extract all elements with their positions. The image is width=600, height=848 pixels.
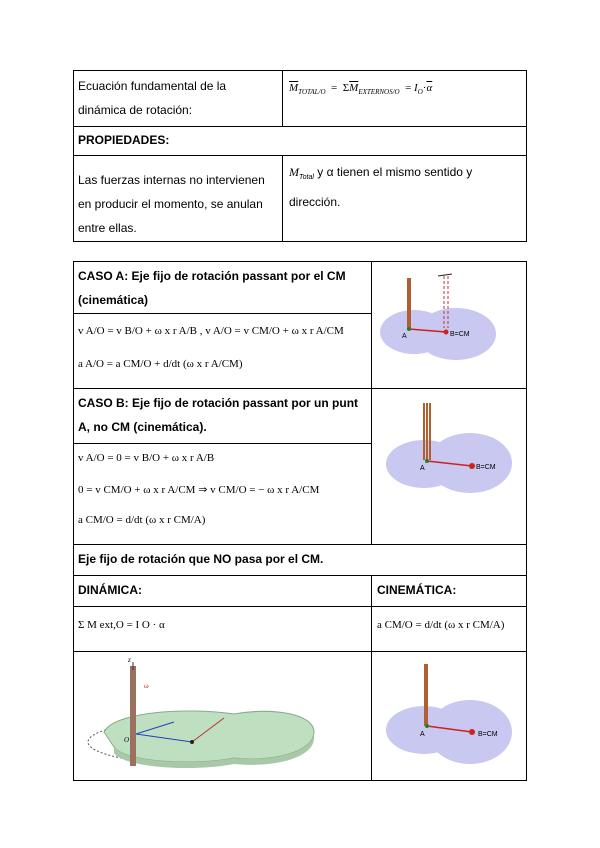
caso-a-diagram bbox=[372, 262, 526, 388]
point-b-cm-label: B=CM bbox=[478, 731, 498, 738]
dinamica-heading: DINÁMICA: bbox=[78, 583, 142, 597]
axis-z-label: z bbox=[128, 656, 131, 664]
caso-b-title: CASO B: Eje fijo de rotación passant por un punt A, no CM (cinemática). bbox=[78, 396, 359, 434]
table-2-divider bbox=[73, 544, 527, 545]
dinamica-equation: Σ M ext,O = I O · α bbox=[78, 619, 165, 631]
caso-b-acceleration-equation: a CM/O = d/dt (ω x r CM/A) bbox=[78, 514, 206, 526]
properties-internal-forces: Las fuerzas internas no intervienen en producir el momento, se anulan entre ellas. bbox=[78, 173, 265, 235]
rotating-body-diagram bbox=[74, 652, 370, 780]
cinematica-equation: a CM/O = d/dt (ω x r CM/A) bbox=[377, 619, 505, 631]
table-2-divider bbox=[73, 606, 527, 607]
fundamental-equation-label: Ecuación fundamental de la dinámica de rotación: bbox=[78, 79, 227, 117]
point-b-cm-label: B=CM bbox=[450, 331, 470, 338]
properties-heading: PROPIEDADES: bbox=[78, 133, 170, 147]
table-1-column-divider bbox=[282, 70, 283, 126]
point-b-cm-label: B=CM bbox=[476, 464, 496, 471]
fundamental-equation-formula: $\overline{M}_{TOTAL/O} = \Sigma\overline{M}_{EXTERNOS/O} = I_O\cdot\overline{\alpha}$ bbox=[289, 82, 433, 96]
no-cm-heading: Eje fijo de rotación que NO pasa por el CM. bbox=[78, 552, 324, 566]
point-a-label: A bbox=[402, 333, 407, 340]
table-2-divider bbox=[73, 575, 527, 576]
table-2-divider bbox=[73, 313, 371, 314]
table-1-divider bbox=[73, 126, 527, 127]
cinematica-diagram bbox=[372, 652, 526, 780]
table-2-divider bbox=[73, 443, 371, 444]
point-o-label: O bbox=[124, 736, 130, 744]
cinematica-heading: CINEMÁTICA: bbox=[377, 583, 457, 597]
properties-direction: $M_{Total}$ y α tienen el mismo sentido y dirección. bbox=[289, 165, 473, 209]
caso-b-velocity-equation: v A/O = 0 = v B/O + ω x r A/B bbox=[78, 452, 215, 464]
caso-a-title: CASO A: Eje fijo de rotación passant por el CM (cinemática) bbox=[78, 269, 346, 307]
caso-b-diagram bbox=[372, 389, 526, 544]
table-1-divider bbox=[73, 155, 527, 156]
table-1-column-divider bbox=[282, 155, 283, 242]
caso-a-acceleration-equation: a A/O = a CM/O + d/dt (ω x r A/CM) bbox=[78, 358, 243, 370]
caso-a-velocity-equation: v A/O = v B/O + ω x r A/B , v A/O = v CM/O + ω x r A/CM bbox=[78, 325, 344, 337]
caso-b-cm-velocity-equation: 0 = v CM/O + ω x r A/CM ⇒ v CM/O = − ω x r A/CM bbox=[78, 484, 320, 496]
omega-label: ω bbox=[144, 682, 149, 690]
point-a-label: A bbox=[420, 465, 425, 472]
point-a-label: A bbox=[420, 731, 425, 738]
